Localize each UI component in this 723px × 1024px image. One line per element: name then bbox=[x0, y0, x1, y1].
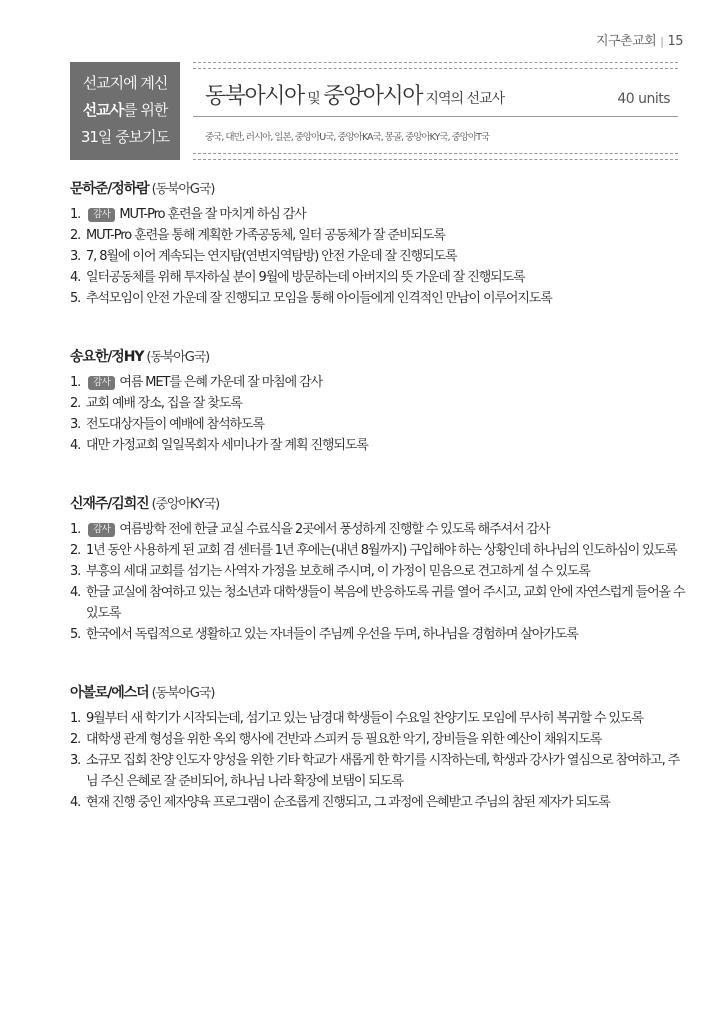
item-text: 대학생 관계 형성을 위한 옥외 행사에 건반과 스피커 등 필요한 악기, 장비들을 위한 예산이 채워지도록 bbox=[86, 732, 602, 747]
item-text: 7, 8월에 이어 계속되는 연지탐(연변지역탐방) 안전 가운데 잘 진행되도록 bbox=[86, 249, 457, 264]
top-dashed-divider bbox=[193, 62, 678, 69]
missionary-heading bbox=[70, 346, 690, 369]
header-separator: | bbox=[660, 35, 664, 48]
item-text: MUT-Pro 훈련을 통해 계획한 가족공동체, 일터 공동체가 잘 준비되도록 bbox=[86, 228, 445, 243]
missionary-heading bbox=[70, 178, 690, 201]
item-number: 1. bbox=[70, 207, 81, 222]
thanks-badge: 감사 bbox=[88, 208, 115, 222]
item-number: 2. bbox=[70, 228, 81, 243]
thanks-badge: 감사 bbox=[88, 376, 115, 390]
missionary-name: 아볼로/에스더 bbox=[70, 685, 149, 701]
missionary-name: 신재주/김희진 bbox=[70, 496, 149, 512]
item-text: 대만 가정교회 일일목회자 세미나가 잘 계획 진행되도록 bbox=[86, 438, 368, 453]
missionary-section bbox=[70, 346, 690, 456]
missionary-region: (동북아G국) bbox=[151, 182, 215, 197]
missionary-region: (동북아G국) bbox=[151, 686, 215, 701]
item-number: 1. bbox=[70, 522, 81, 537]
item-text: 교회 예배 장소, 집을 잘 찾도록 bbox=[86, 396, 242, 411]
prayer-item bbox=[70, 792, 690, 813]
item-number: 2. bbox=[70, 396, 81, 411]
missionary-heading bbox=[70, 493, 690, 516]
title-part-1: 동북아시아 bbox=[205, 84, 304, 109]
item-number: 4. bbox=[70, 585, 81, 600]
prayer-item bbox=[70, 267, 690, 288]
item-text: 여름 MET를 은혜 가운데 잘 마침에 감사 bbox=[119, 375, 323, 390]
item-number: 3. bbox=[70, 753, 81, 768]
title-part-2: 중앙아시아 bbox=[323, 84, 422, 109]
item-number: 3. bbox=[70, 417, 81, 432]
item-number: 4. bbox=[70, 438, 81, 453]
prayer-item bbox=[70, 246, 690, 267]
item-number: 2. bbox=[70, 543, 81, 558]
item-number: 1. bbox=[70, 711, 81, 726]
title-divider bbox=[193, 116, 678, 117]
page-number: 15 bbox=[667, 34, 683, 49]
prayer-item bbox=[70, 519, 690, 540]
item-text: MUT-Pro 훈련을 잘 마치게 하심 감사 bbox=[119, 207, 306, 222]
item-number: 4. bbox=[70, 270, 81, 285]
prayer-item bbox=[70, 288, 690, 309]
prayer-item bbox=[70, 561, 690, 582]
prayer-item bbox=[70, 372, 690, 393]
prayer-item bbox=[70, 708, 690, 729]
missionary-name: 문하준/정하람 bbox=[70, 181, 149, 197]
box-line-2 bbox=[76, 97, 174, 124]
missionary-name: 송요한/정HY bbox=[70, 349, 144, 365]
country-list: 중국, 대만, 러시아, 일본, 중앙아U국, 중앙아KA국, 몽골, 중앙아KY국, 중앙아T국 bbox=[205, 132, 490, 143]
prayer-item bbox=[70, 225, 690, 246]
box-line-3: 31일 중보기도 bbox=[80, 128, 170, 146]
box-line-2-rest: 를 위한 bbox=[123, 101, 168, 119]
prayer-item bbox=[70, 582, 690, 624]
item-text: 1년 동안 사용하게 된 교회 겸 센터를 1년 후에는(내년 8월까지) 구입해야 하는 상황인데 하나님의 인도하심이 있도록 bbox=[86, 543, 677, 558]
prayer-box bbox=[70, 62, 180, 160]
thanks-badge: 감사 bbox=[88, 523, 115, 537]
item-text: 9월부터 새 학기가 시작되는데, 섬기고 있는 남경대 학생들이 수요일 찬양기도 모임에 무사히 복귀할 수 있도록 bbox=[86, 711, 643, 726]
missionary-region: (중앙아KY국) bbox=[151, 497, 220, 512]
title-area bbox=[193, 62, 678, 160]
box-line-2-strong: 선교사 bbox=[82, 101, 124, 119]
prayer-item bbox=[70, 624, 690, 645]
prayer-item bbox=[70, 393, 690, 414]
prayer-item bbox=[70, 414, 690, 435]
item-number: 2. bbox=[70, 732, 81, 747]
prayer-item bbox=[70, 435, 690, 456]
item-number: 3. bbox=[70, 249, 81, 264]
missionary-section bbox=[70, 178, 690, 309]
prayer-item bbox=[70, 540, 690, 561]
box-line-1: 선교지에 계신 bbox=[82, 74, 168, 92]
item-number: 1. bbox=[70, 375, 81, 390]
item-text: 소규모 집회 찬양 인도자 양성을 위한 기타 학교가 새롭게 한 학기를 시작하는데, 학생과 강사가 열심으로 참여하고, 주님 주신 은혜로 잘 준비되어, 하나님 나라 확장에 보탬이 되도록 bbox=[86, 753, 680, 789]
item-number: 3. bbox=[70, 564, 81, 579]
missionary-region: (동북아G국) bbox=[146, 350, 210, 365]
item-text: 한글 교실에 참여하고 있는 청소년과 대학생들이 복음에 반응하도록 귀를 열어 주시고, 교회 안에 자연스럽게 들어올 수 있도록 bbox=[86, 585, 685, 621]
prayer-item bbox=[70, 729, 690, 750]
units-count: 40 units bbox=[617, 91, 670, 107]
prayer-item bbox=[70, 750, 690, 792]
item-text: 여름방학 전에 한글 교실 수료식을 2곳에서 풍성하게 진행할 수 있도록 해주셔서 감사 bbox=[119, 522, 550, 537]
prayer-list bbox=[70, 178, 690, 850]
title-connector: 및 bbox=[303, 91, 324, 107]
title-suffix: 지역의 선교사 bbox=[421, 91, 505, 107]
item-text: 부흥의 세대 교회를 섬기는 사역자 가정을 보호해 주시며, 이 가정이 믿음으로 견고하게 설 수 있도록 bbox=[86, 564, 590, 579]
missionary-section bbox=[70, 493, 690, 645]
page-title bbox=[205, 79, 504, 110]
page-header bbox=[596, 30, 683, 49]
missionary-heading bbox=[70, 682, 690, 705]
item-text: 한국에서 독립적으로 생활하고 있는 자녀들이 주님께 우선을 두며, 하나님을 경험하며 살아가도록 bbox=[86, 627, 578, 642]
item-text: 전도대상자들이 예배에 참석하도록 bbox=[86, 417, 264, 432]
prayer-item bbox=[70, 204, 690, 225]
item-number: 5. bbox=[70, 291, 81, 306]
item-text: 현재 진행 중인 제자양육 프로그램이 순조롭게 진행되고, 그 과정에 은혜받고 주님의 참된 제자가 되도록 bbox=[86, 795, 610, 810]
item-text: 추석모임이 안전 가운데 잘 진행되고 모임을 통해 아이들에게 인격적인 만남이 이루어지도록 bbox=[86, 291, 552, 306]
item-text: 일터공동체를 위해 투자하실 분이 9월에 방문하는데 아버지의 뜻 가운데 잘 진행되도록 bbox=[86, 270, 525, 285]
bottom-dashed-divider bbox=[193, 153, 678, 160]
item-number: 5. bbox=[70, 627, 81, 642]
missionary-section bbox=[70, 682, 690, 813]
section-title: 지구촌교회 bbox=[595, 34, 657, 49]
item-number: 4. bbox=[70, 795, 81, 810]
